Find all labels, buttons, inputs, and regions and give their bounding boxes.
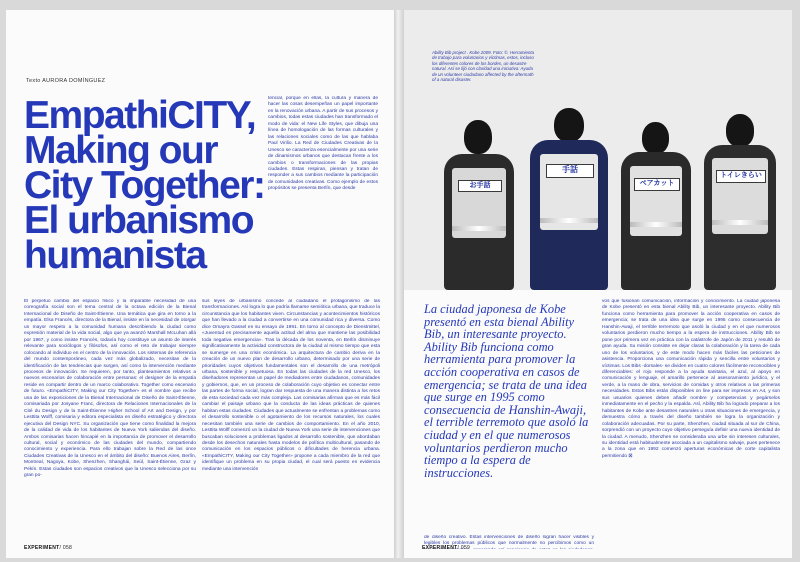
page-number: / 059 xyxy=(457,545,471,551)
body-column-1 xyxy=(24,299,196,544)
pull-quote: La ciudad japonesa de Kobe presentó en esta bienal Ability Bib, un interesante proyecto. Ability Bib funciona como herramienta para promover la acción cooperativa en casos de emergencia; se trata de una idea que surge en 1995 como consecuencia de Hanshin-Awaji, el terrible terremoto que asoló la ciudad y en el que numerosos voluntarios perdieron mucho tiempo a la espera de instrucciones. xyxy=(424,302,589,480)
title-line: EmpathiCITY, xyxy=(24,94,256,137)
bib-tag: お手話 xyxy=(458,180,502,192)
bib-tag: 手話 xyxy=(546,164,594,178)
person-figure xyxy=(526,108,612,290)
title-line: humanista xyxy=(24,234,206,277)
folio-right xyxy=(422,545,470,551)
body-column-top xyxy=(268,96,378,297)
page-gutter xyxy=(394,10,404,558)
body-text: de diseño creativo. Estas intervenciones de diseño logran hacer visibles y legibles los problemas públicos que normalmente no percibimos como un xyxy=(424,535,594,547)
body-column-2 xyxy=(202,299,380,544)
page-number: / 058 xyxy=(59,545,73,551)
folio-left xyxy=(24,545,72,551)
body-text: El perpetuo cambio del espacio físico y la imparable necesidad de una coreografía social son el tema central de la octava edición de la Bienal Internacional de Diseño de Saint-Étienne. Una temática que gira en torno a la empatía. Elsa Francès, directora de la Bienal, insiste en la necesidad de otorgar un mayor respeto a la comunidad humana describiendo la ciudad como expresión material de la vida social, algo que ya avanzó Marshall McLuhan allá por 1967, y como insiste Francès, todavía hoy constituye un asunto de interés relevante para sociólogos y filósofos, así como el reto de trabajar siempre colocando al individuo en el centro de la innovación. Los sistemas de referencia del mundo contemporáneo, cada vez más globalizado, necesitan de la identificación de las tendencias que surgen, así como la intervención mediante procesos de innovación. Se requieren, por tanto, planteamientos relativos a nuevos escenarios de colaboración entre personas: el designer de la empatía reside en compartir dentro de un marco colaborativo. Together como escenario de futuro. «EmpathiCITY, Making our City Together» es el nombre que recibe una de las exposiciones de la Bienal Internacional de Diseño de Saint-Étienne, comisariada por Josyane Franc, directora de Relaciones Internacionales de la Cité du Design y de la Saint-Étienne Higher School of Art and Design, y por Lesttita Wolff, comisaria y editora especialista en diseño estratégico y directora ejecutiva del Design NYC. Su organización que tiene como finalidad la mejora de la calidad de vida de los habitantes de Nueva York saliendas del diseño. Ambos comisarias hacen hincapié en la importancia de promover el desarrollo cultural, social y económico de las ciudades del mundo, compartiendo conocimiento y experiencia. Para ello trabajan sobre la Red de las once Ciudades Creativas de la Unesco en el ámbito del diseño: Buenos Aires, Berlín, Montreal, Nagoya, Kobe, Shenzhen, Shanghái, Seúl, Saint-Étienne, Graz y Pekín. Estas ciudades son espacios creativos que la Unesco selecciona por su gran po- xyxy=(24,299,196,479)
person-figure xyxy=(440,120,518,290)
body-text: sus leyes de urbanismo concede al ciudadano el protagonismo de las transformaciones. Así logra lo que podría llamarse semiótica urbana, que traduce la circunstancia que los habitantes viven. Circunstancias y acontecimientos históricos que han llevado a la ciudad a convertirse en una comunidad rica y diversa. Como dice Omayra Gassel en su ensayo de 1991. En torno al concepto de Dienstmittel, «Juventud es precisamente aquella actitud del alma que mantiene las posibilidad toda negativa emergencia». Tras la década de los noventa, en Berlín disminuye significativamente la actividad constructora de la ciudad al mismo tiempo que esta se sumerge en una crisis económica. La arquitectura de cambio deriva en la creación de un nuevo plan de desarrollo urbano, determinado por una serie de prioridades cuyos objetivos fundamentales son el desarrollo de una metrópoli urbana, sostenible y respetuosa. En todas las ciudades de la red Unesco, los diseñadores representan un papel de mediadores entre ciudadanos, comunidades y gobiernos, que, en un proceso de colaboración cuyo objetivo es conectar entre las partes de forma social, logran dar respuesta de una manera distinta a los retos de esta sociedad cada vez más compleja. Las comisarias afirman que es más fácil cambiar el paisaje urbano que la conducta de las ideas prácticas de quienes habitan estas ciudades. Ciudades que actualmente se enfrentan a problemas como el desarrollo sostenible o el agotamiento de los recursos naturales, los cuales necesitan también una serie de cambios de comportamiento. En el año 2010, Lesttita Wolff comenzó un la ciudad de Nueva York una serie de intervenciones que buscaban soluciones a problemas ligados al desarrollo sostenible, que abordaban desde los desechos naturales hasta modelos de política multicultural, pasando de comunicación en los espacios públicos o dificultades de herencia urbana. «EmpathiCITY, Making our City Together» propone a cada miembro de la red que identifique un problema en su propia ciudad, el cual será puesto en evidencia mediante una intervención xyxy=(202,299,380,472)
bib-tag: トイレきらい xyxy=(716,170,766,183)
left-page xyxy=(6,10,394,558)
folio-brand: EXPERIMENT xyxy=(24,545,60,551)
bib-tag: ペアカット xyxy=(634,178,680,191)
person-figure xyxy=(618,122,694,290)
article-title xyxy=(24,94,274,277)
photo-caption: Ability Bib project . Kobe 2009. Foto: ©. Herramienta de trabajo para voluntarios y víctimas, estos, incluso los diferentes colores de los bordes, un desastre natural. Así se fijó con claridad una iniciativa: Ayuda de un volunteer ciudadano affected by the aftermath of a natural disaster. xyxy=(432,50,535,83)
body-column-right xyxy=(602,299,780,544)
photo-volunteers xyxy=(404,10,792,290)
person-figure xyxy=(700,114,780,290)
title-line: Making our xyxy=(24,129,218,172)
body-text: vos que fusionan comunicación, información y conocimiento. La ciudad japonesa de Kobe presentó en esta bienal Ability Bib, un interesante proyecto. Ability Bib funciona como herramienta para promover la acción cooperativa en casos de emergencia; se trata de una idea que surge en 1995 como consecuencia de Hanshin-Awaji, el terrible terremoto que asoló la ciudad y en el que numerosos voluntarios perdieron mucho tiempo a la espera de instrucciones. Ability Bib se pone por primera vez en práctica con la catástrofe de Japón de 2011 y resultó de gran ayuda. Su misión consiste en dejar claras la colaboración y la tarea de cada uno de los voluntarios, y de este modo hacen más fáciles las peticiones de asistencia. Proporciona una comunicación rápida y sencilla entre voluntarios y víctimas. Los Bibs -dorsales- se dividen en cuatro colores fácilmente reconocibles y diferenciables: el rojo responde a la ayuda sanitaria, el azul, al apoyo en comunicación y lenguaje, el amarillo pertenece al asesoramiento jurídico, y el verde, a la mano de obra, servicios de comidas y otros relativos a las primeras necesidades. Estos Bibs están disponibles on line para ser impresos en A4, y son sus usuarios quienes deben añadir nombre y competencias y pegárselos inmediatamente en el pecho y la espalda. Así, Ability Bib ha logrado preparar a los habitantes de Kobe ante desastres naturales u otras situaciones de emergencia, y demuestra cómo a través del diseño también se logra la organización y colaboración adecuadas. Por su parte, Shenzhen, ciudad situada al sur de China, sorprendió con un proyecto cuyo objetivo perseguía definir una nueva identidad de la ciudad. A menudo, Shenzhen se consideraba una urbe sin intereses culturales, su identidad está habitualmente asociada a un capitalismo salvaje, pues pertenece a la zona que en 1992 comenzó aperturas económicas de corte capitalista permitiendo ⊠ xyxy=(602,299,780,459)
body-text: tencial, porque en ellas, la cultura y manera de hacer las cosas desempeñan un papel importante en la renovación urbana. A partir de sus procesos y cambios, todas estas ciudades han transformado el modo de vida: el New Life Styles, que dibuja una línea de homologación de las formas culturales y las relaciones sociales como de las que hablaba Paul Virilio. La Red de Ciudades Creativas de la Unesco se caracteriza esencialmente por una serie de dinamismos urbanos que destacan frente a los cambios o transformaciones de las propias ciudades. Estas respiran, piensan y tratan de responder a sus cambios mediante la participación de comunidades creativas. Como ejemplo de estos propósitos se presenta Berlín, que desde xyxy=(268,96,378,192)
right-page xyxy=(404,10,792,558)
byline: Texto AURORA DOMÍNGUEZ xyxy=(26,78,106,84)
folio-brand: EXPERIMENT xyxy=(422,545,458,551)
title-line: El urbanismo xyxy=(24,199,254,242)
title-line: City Together: xyxy=(24,164,265,207)
